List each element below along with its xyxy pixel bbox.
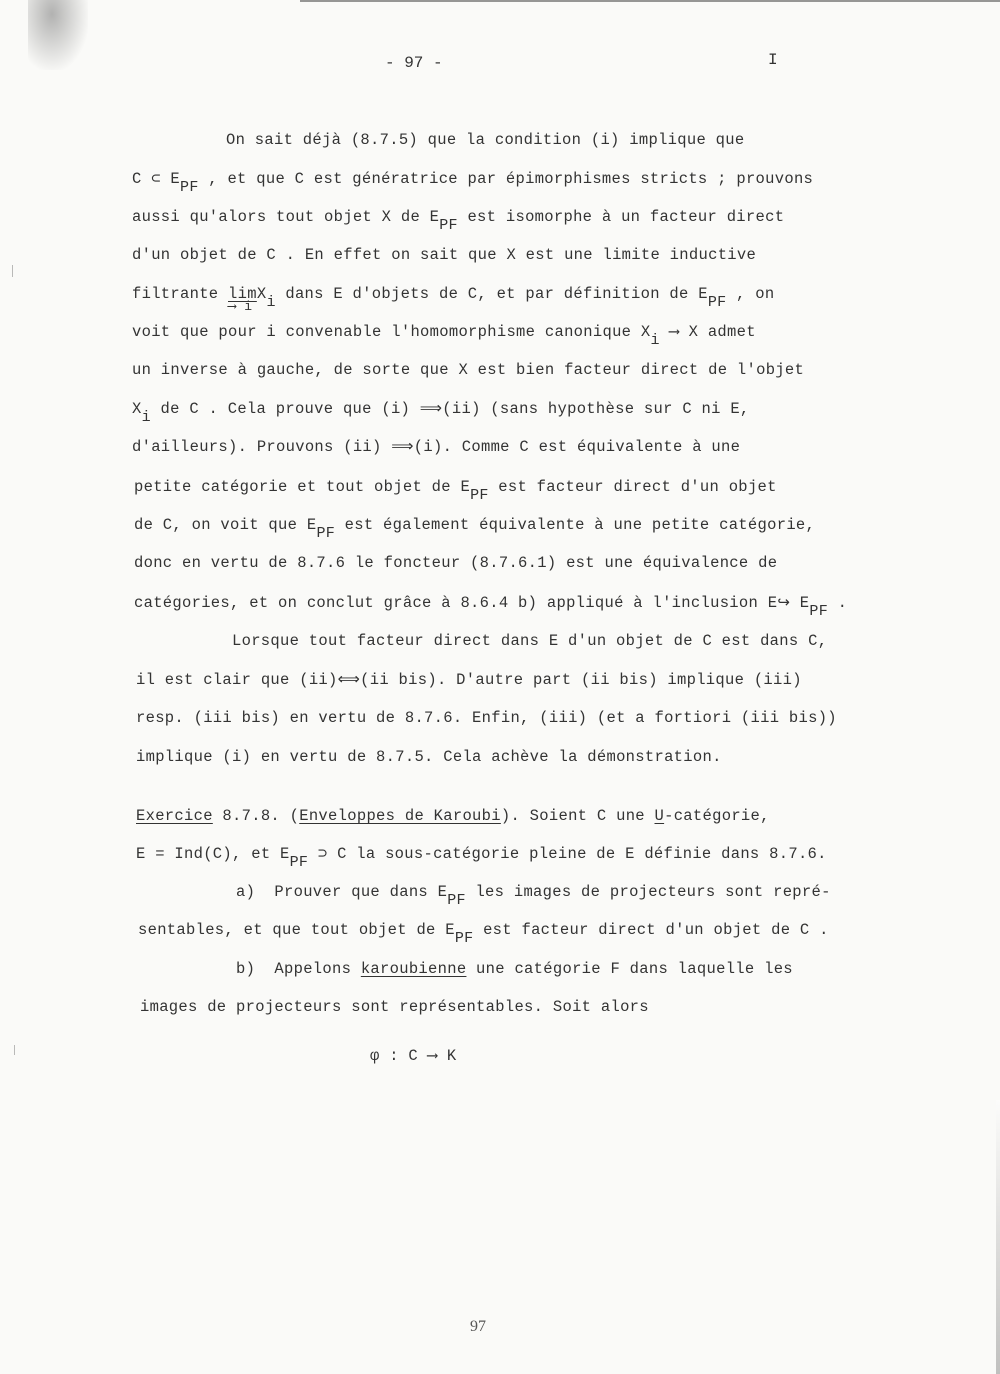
text-line: On sait déjà (8.7.5) que la condition (i) implique que (226, 131, 745, 149)
text-line: donc en vertu de 8.7.6 le foncteur (8.7.6.1) est une équivalence de (134, 554, 778, 572)
text-line: implique (i) en vertu de 8.7.5. Cela achève la démonstration. (136, 748, 722, 766)
chapter-mark: I (768, 51, 778, 69)
exercise-subtitle: Enveloppes de Karoubi (299, 807, 501, 825)
scan-mark (12, 265, 13, 277)
formula: φ : C ⟶ K (370, 1047, 457, 1065)
text-line: de C, on voit que $E_{PF}$ est également équivalente à une petite catégorie, (134, 516, 816, 542)
text-line: d'ailleurs). Prouvons (ii) ⟹(i). Comme C est équivalente à une (132, 438, 741, 456)
limit-operator: lim ⟶ i (228, 284, 257, 304)
scan-smudge (28, 0, 88, 70)
exercise-part-b: b) Appelons karoubienne une catégorie F dans laquelle les (236, 960, 793, 978)
exercise-heading: Exercice 8.7.8. (Enveloppes de Karoubi). Soient C une U-catégorie, (136, 807, 770, 825)
text-line: catégories, et on conclut grâce à 8.6.4 b) appliqué à l'inclusion E↪ $E_{PF}$ . (134, 593, 848, 620)
text-line: E = Ind(C), et $E_{PF}$ ⊃ C la sous-catégorie pleine de E définie dans 8.7.6. (136, 845, 827, 871)
exercise-label: Exercice (136, 807, 213, 825)
scan-edge-shadow (996, 1100, 1000, 1374)
text-line: filtrante lim ⟶ i $X_i$ dans E d'objets de C, et par définition de $E_{PF}$ , on (132, 284, 774, 304)
limit-arrow-index: ⟶ i (228, 299, 253, 314)
page-header-number: - 97 - (385, 54, 443, 72)
text-line: $X_i$ de C . Cela prouve que (i) ⟹(ii) (sans hypothèse sur C ni E, (132, 400, 750, 426)
text-line: d'un objet de C . En effet on sait que X est une limite inductive (132, 246, 757, 264)
text-line: Lorsque tout facteur direct dans E d'un objet de C est dans C, (232, 632, 828, 650)
text-line: il est clair que (ii)⟺(ii bis). D'autre part (ii bis) implique (iii) (136, 671, 802, 689)
text-line: images de projecteurs sont représentables. Soit alors (140, 998, 649, 1016)
text-line: sentables, et que tout objet de $E_{PF}$ est facteur direct d'un objet de C . (138, 921, 829, 947)
text-line: voit que pour i convenable l'homomorphisme canonique $X_i$ ⟶ X admet (132, 323, 756, 349)
text-line: un inverse à gauche, de sorte que X est bien facteur direct de l'objet (132, 361, 805, 379)
text-line: petite catégorie et tout objet de $E_{PF}$ est facteur direct d'un objet (134, 478, 777, 504)
scan-mark (14, 1045, 15, 1055)
text-line: resp. (iii bis) en vertu de 8.7.6. Enfin, (iii) (et a fortiori (iii bis)) (136, 709, 837, 727)
text-line: C ⊂ $E_{PF}$ , et que C est génératrice par épimorphismes stricts ; prouvons (132, 170, 814, 196)
text-line: aussi qu'alors tout objet X de $E_{PF}$ est isomorphe à un facteur direct (132, 208, 785, 234)
exercise-part-a: a) Prouver que dans $E_{PF}$ les images de projecteurs sont repré- (236, 883, 831, 909)
footer-page-number: 97 (470, 1318, 486, 1335)
top-edge-rule (300, 0, 1000, 2)
karoubienne-term: karoubienne (360, 960, 467, 978)
